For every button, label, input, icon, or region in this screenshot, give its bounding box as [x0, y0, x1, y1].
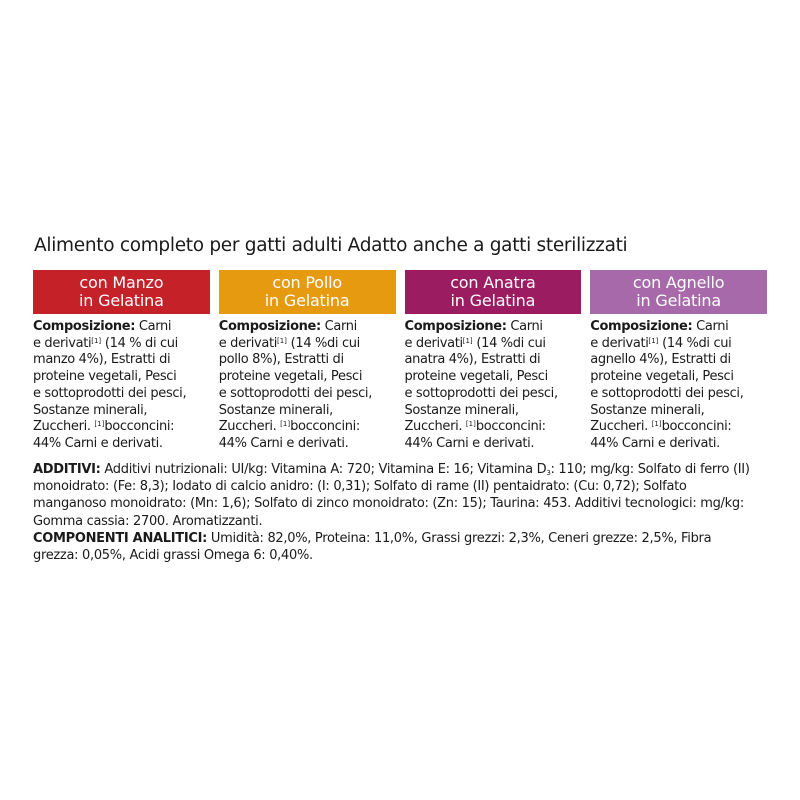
additives-section — [33, 461, 773, 530]
variant-header-line1: con Agnello — [632, 273, 725, 292]
composition-line: Zuccheri. [1]bocconcini: — [33, 419, 175, 435]
composition-line: Zuccheri. [1]bocconcini: — [404, 419, 546, 435]
analytical-line: grezza: 0,05%, Acidi grassi Omega 6: 0,40%. — [33, 548, 313, 564]
variant-header-line2: in Gelatina — [79, 291, 164, 310]
additives-label: ADDITIVI: — [33, 462, 101, 477]
composition-line: Zuccheri. [1]bocconcini: — [218, 419, 360, 435]
composition-text-pollo — [219, 319, 396, 453]
variant-manzo — [33, 270, 210, 453]
composition-line: Composizione: Carni — [404, 319, 543, 334]
composition-line: proteine vegetali, Pesci — [590, 369, 734, 385]
composition-line: 44% Carni e derivati. — [218, 435, 349, 451]
composition-text-agnello — [590, 319, 767, 453]
variant-header-manzo — [33, 270, 210, 314]
composition-line: Zuccheri. [1]bocconcini: — [590, 419, 732, 435]
composition-line: Sostanze minerali, — [404, 402, 519, 418]
composition-line: 44% Carni e derivati. — [33, 435, 163, 451]
composition-text-anatra — [405, 319, 582, 453]
composition-label: Composizione: — [218, 319, 321, 334]
variant-header-pollo — [219, 270, 396, 314]
composition-line: proteine vegetali, Pesci — [33, 369, 177, 385]
composition-line: Sostanze minerali, — [590, 402, 705, 418]
composition-line: 44% Carni e derivati. — [404, 435, 535, 451]
composition-line: e derivati[1] (14 %di cui — [590, 335, 732, 351]
additives-line: manganoso monoidrato: (Mn: 1,6); Solfato di zinco monoidrato: (Zn: 15); Taurina: 453. Additivi tecnologici: mg/kg: — [33, 496, 744, 512]
composition-text-manzo — [33, 319, 210, 453]
composition-line: 44% Carni e derivati. — [590, 435, 720, 451]
analytical-components-section — [33, 530, 773, 564]
variant-header-line1: con Manzo — [79, 273, 164, 292]
composition-line: Composizione: Carni — [218, 319, 357, 334]
composition-line: manzo 4%), Estratti di — [33, 352, 171, 368]
composition-line: e sottoprodotti dei pesci, — [33, 385, 187, 401]
additives-line: monoidrato: (Fe: 8,3); Iodato di calcio anidro: (I: 0,31); Solfato di rame (II) pentaidrato: (Cu: 0,72); Solfato — [33, 479, 687, 495]
variant-columns — [33, 270, 767, 450]
variant-agnello — [590, 270, 767, 453]
variant-anatra — [405, 270, 582, 453]
composition-line: agnello 4%), Estratti di — [590, 352, 731, 368]
composition-line: Composizione: Carni — [590, 319, 729, 334]
page-title: Alimento completo per gatti adulti Adatto anche a gatti sterilizzati — [34, 235, 628, 256]
composition-line: e derivati[1] (14 %di cui — [218, 335, 360, 351]
footnote-marker: [1] — [94, 420, 105, 429]
analytical-label: COMPONENTI ANALITICI: — [33, 531, 208, 546]
footnote-marker: [1] — [276, 336, 287, 345]
footnote-marker: [1] — [91, 336, 102, 345]
footnote-marker: [1] — [462, 336, 473, 345]
footnote-marker: [1] — [651, 420, 662, 429]
composition-line: Sostanze minerali, — [218, 402, 333, 418]
additives-line: ADDITIVI: Additivi nutrizionali: UI/kg: Vitamina A: 720; Vitamina E: 16; Vitamina $D_3$: 110; mg/kg: Solfato di ferro (II) — [33, 462, 750, 477]
variant-header-line2: in Gelatina — [264, 291, 350, 310]
variant-header-agnello — [590, 270, 767, 314]
composition-label: Composizione: — [33, 319, 136, 334]
composition-line: Composizione: Carni — [33, 319, 172, 334]
composition-line: e sottoprodotti dei pesci, — [404, 385, 558, 401]
composition-line: e derivati[1] (14 %di cui — [404, 335, 546, 351]
variant-header-anatra — [405, 270, 582, 314]
composition-line: proteine vegetali, Pesci — [404, 369, 548, 385]
additives-line: Gomma cassia: 2700. Aromatizzanti. — [33, 513, 263, 529]
variant-header-line1: con Anatra — [450, 273, 536, 292]
variant-header-line1: con Pollo — [272, 273, 342, 292]
variant-header-line2: in Gelatina — [450, 291, 536, 310]
composition-line: e sottoprodotti dei pesci, — [590, 385, 744, 401]
composition-line: e derivati[1] (14 % di cui — [33, 335, 178, 351]
analytical-line: COMPONENTI ANALITICI: Umidità: 82,0%, Proteina: 11,0%, Grassi grezzi: 2,3%, Ceneri grezze: 2,5%, Fibra — [33, 531, 712, 546]
footnote-marker: [1] — [280, 420, 291, 429]
footnote-marker: [1] — [465, 420, 476, 429]
subscript-3: 3 — [546, 469, 551, 477]
variant-header-line2: in Gelatina — [636, 291, 721, 310]
composition-line: proteine vegetali, Pesci — [218, 369, 363, 385]
composition-line: anatra 4%), Estratti di — [404, 352, 541, 368]
composition-line: Sostanze minerali, — [33, 402, 148, 418]
composition-label: Composizione: — [590, 319, 693, 334]
composition-line: e sottoprodotti dei pesci, — [218, 385, 372, 401]
composition-line: pollo 8%), Estratti di — [218, 352, 344, 368]
composition-label: Composizione: — [404, 319, 507, 334]
variant-pollo — [219, 270, 396, 453]
footnote-marker: [1] — [648, 336, 659, 345]
